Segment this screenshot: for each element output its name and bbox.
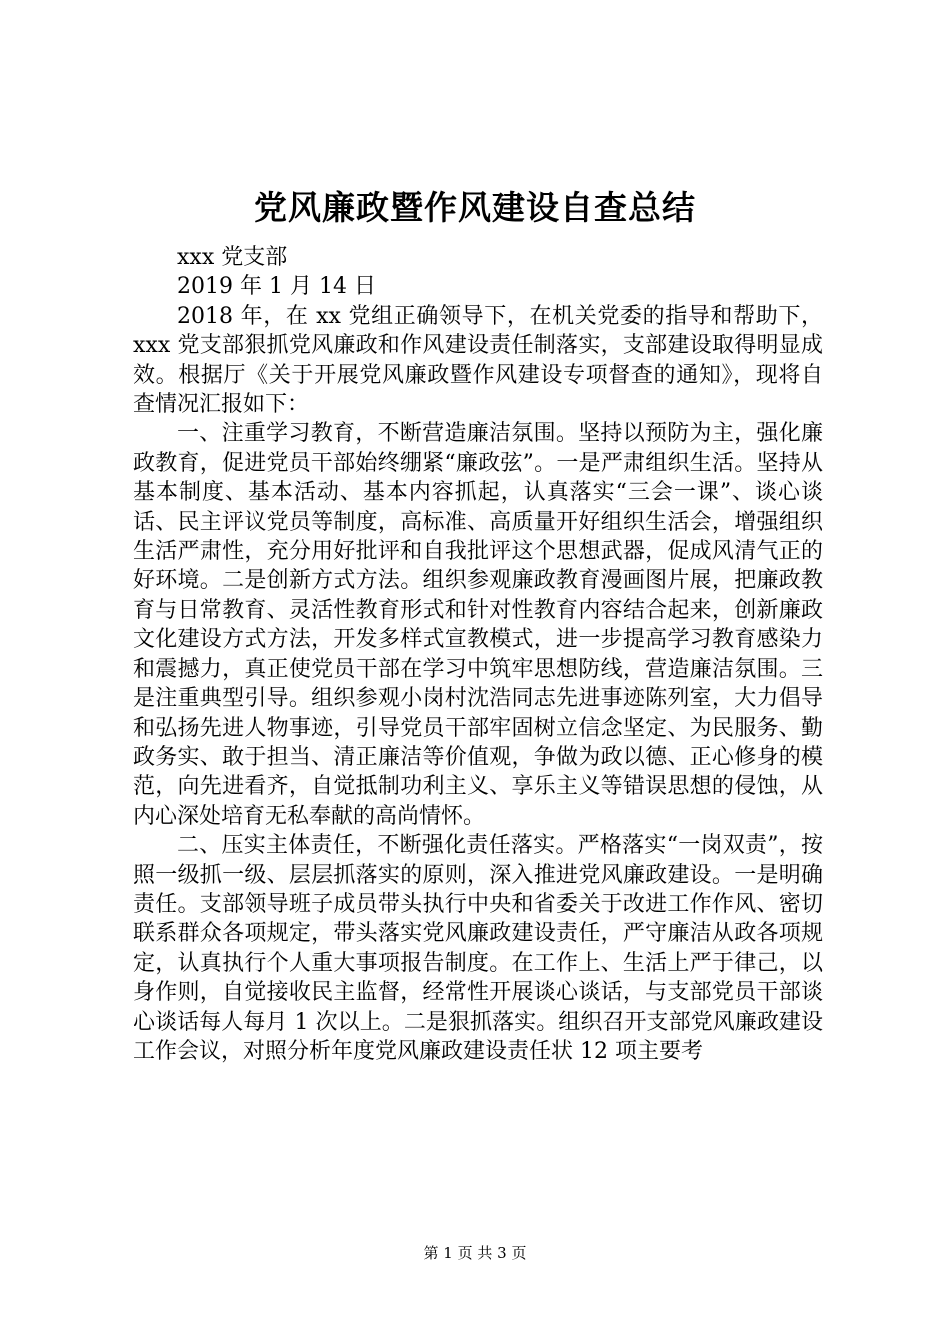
document-title: 党风廉政暨作风建设自查总结 <box>254 188 696 227</box>
date-line: 2019 年 1 月 14 日 <box>177 274 376 300</box>
document-body <box>133 243 823 1066</box>
paragraph-intro: 2018 年，在 xx 党组正确领导下，在机关党委的指导和帮助下，xxx 党支部狠抓党风廉政和作风建设责任制落实，支部建设取得明显成效。根据厅《关于开展党风廉政暨作风建设专项督查的通知》，现将自查情况汇报如下： <box>133 303 823 418</box>
page-footer: 第 1 页 共 3 页 <box>423 1244 527 1262</box>
paragraph-section-1: 一、注重学习教育，不断营造廉洁氛围。坚持以预防为主，强化廉政教育，促进党员干部始终绷紧“廉政弦”。一是严肃组织生活。坚持从基本制度、基本活动、基本内容抓起，认真落实“三会一课”、谈心谈话、民主评议党员等制度，高标准、高质量开好组织生活会，增强组织生活严肃性，充分用好批评和自我批评这个思想武器，促成风清气正的好环境。二是创新方式方法。组织参观廉政教育漫画图片展，把廉政教育与日常教育、灵活性教育形式和针对性教育内容结合起来，创新廉政文化建设方式方法，开发多样式宣教模式，进一步提高学习教育感染力和震撼力，真正使党员干部在学习中筑牢思想防线，营造廉洁氛围。三是注重典型引导。组织参观小岗村沈浩同志先进事迹陈列室，大力倡导和弘扬先进人物事迹，引导党员干部牢固树立信念坚定、为民服务、勤政务实、敢于担当、清正廉洁等价值观，争做为政以德、正心修身的模范，向先进看齐，自觉抵制功利主义、享乐主义等错误思想的侵蚀，从内心深处培育无私奉献的高尚情怀。 <box>133 421 823 829</box>
org-line: xxx 党支部 <box>177 245 288 270</box>
paragraph-section-2: 二、压实主体责任，不断强化责任落实。严格落实“一岗双责”，按照一级抓一级、层层抓落实的原则，深入推进党风廉政建设。一是明确责任。支部领导班子成员带头执行中央和省委关于改进工作作风、密切联系群众各项规定，带头落实党风廉政建设责任，严守廉洁从政各项规定，认真执行个人重大事项报告制度。在工作上、生活上严于律己，以身作则，自觉接收民主监督，经常性开展谈心谈话，与支部党员干部谈心谈话每人每月 1 次以上。二是狠抓落实。组织召开支部党风廉政建设工作会议，对照分析年度党风廉政建设责任状 12 项主要考 <box>133 833 823 1064</box>
